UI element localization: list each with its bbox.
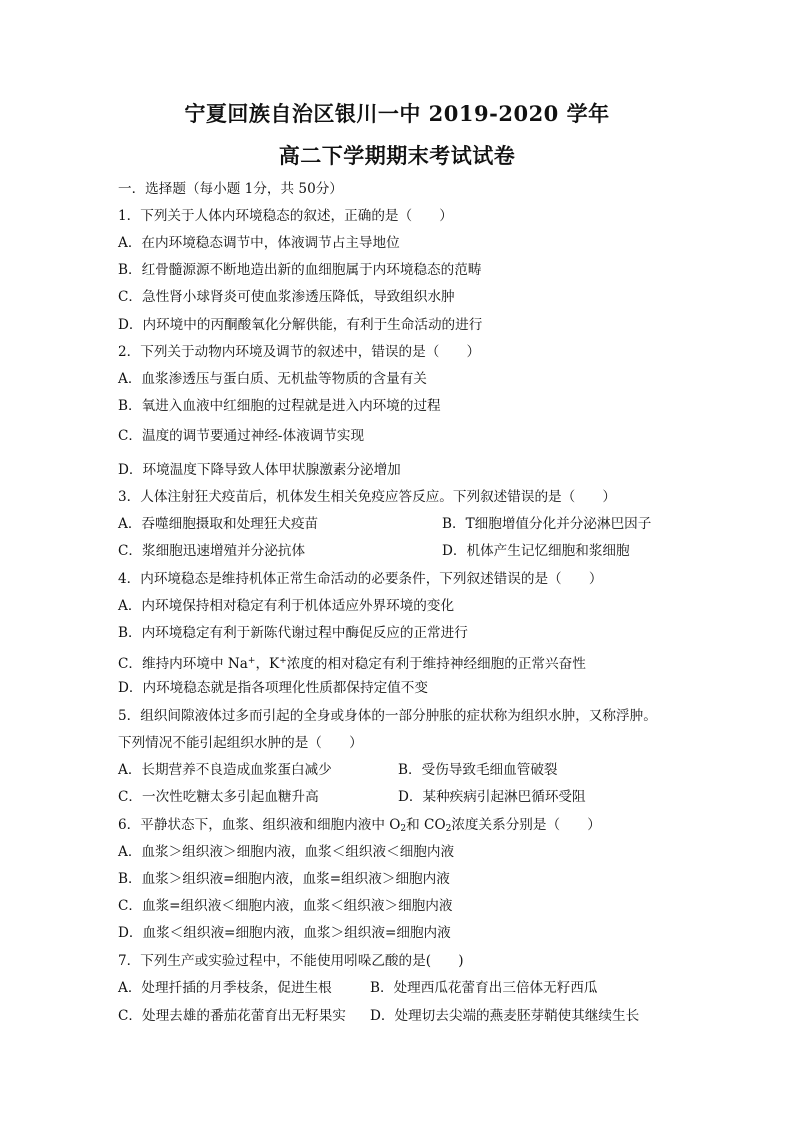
question-5-stem-cont: 下列情况不能引起组织水肿的是（ ）	[118, 735, 363, 751]
question-2-option-b: B．氧进入血液中红细胞的过程就是进入内环境的过程	[118, 398, 441, 414]
question-4-option-b: B．内环境稳定有利于新陈代谢过程中酶促反应的正常进行	[118, 625, 468, 641]
question-5-option-b: B．受伤导致毛细血管破裂	[398, 762, 558, 778]
q4c-text-post: 浓度的相对稳定有利于维持神经细胞的正常兴奋性	[286, 656, 586, 672]
question-4-option-d: D．内环境稳态就是指各项理化性质都保持定值不变	[118, 680, 428, 696]
q6-sub-2: 2	[445, 824, 452, 834]
question-2-option-a: A．血浆渗透压与蛋白质、无机盐等物质的含量有关	[118, 371, 427, 387]
question-1-option-d: D．内环境中的丙酮酸氧化分解供能，有利于生命活动的进行	[118, 317, 483, 333]
question-4-stem: 4．内环境稳态是维持机体正常生命活动的必要条件，下列叙述错误的是（ ）	[118, 571, 603, 587]
question-7-option-b: B．处理西瓜花蕾育出三倍体无籽西瓜	[370, 980, 598, 996]
question-7-option-d: D．处理切去尖端的燕麦胚芽鞘使其继续生长	[370, 1008, 640, 1024]
q6-text-post: 浓度关系分别是（ ）	[451, 817, 601, 833]
question-6-option-c: C．血浆=组织液＜细胞内液，血浆＜组织液＞细胞内液	[118, 898, 453, 914]
exam-title: 宁夏回族自治区银川一中 2019-2020 学年	[184, 101, 610, 126]
question-7-option-c: C．处理去雄的番茄花蕾育出无籽果实	[118, 1008, 346, 1024]
question-5-stem: 5．组织间隙液体过多而引起的全身或身体的一部分肿胀的症状称为组织水肿，又称浮肿。	[118, 708, 657, 724]
question-1-stem: 1．下列关于人体内环境稳态的叙述，正确的是（ ）	[118, 208, 453, 224]
question-4-option-c	[118, 651, 586, 671]
q4c-text-pre: C．维持内环境中 Na	[118, 656, 248, 672]
question-6-stem	[118, 815, 601, 835]
question-6-option-a: A．血浆＞组织液＞细胞内液，血浆＜组织液＜细胞内液	[118, 844, 455, 860]
question-3-option-c: C．浆细胞迅速增殖并分泌抗体	[118, 543, 306, 559]
question-4-option-a: A．内环境保持相对稳定有利于机体适应外界环境的变化	[118, 598, 455, 614]
question-6-option-d: D．血浆＜组织液=细胞内液，血浆＞组织液=细胞内液	[118, 925, 451, 941]
question-7-stem: 7．下列生产或实验过程中，不能使用吲哚乙酸的是( )	[118, 953, 464, 969]
q6-sub-1: 2	[400, 824, 407, 834]
question-5-option-d: D．某种疾病引起淋巴循环受阻	[398, 789, 586, 805]
question-5-option-c: C．一次性吃糖太多引起血糖升高	[118, 789, 319, 805]
q4c-sup-2: +	[279, 656, 287, 666]
question-7-option-a: A．处理扦插的月季枝条，促进生根	[118, 980, 332, 996]
question-3-option-a: A．吞噬细胞摄取和处理狂犬疫苗	[118, 516, 319, 532]
question-3-option-d: D．机体产生记忆细胞和浆细胞	[442, 543, 630, 559]
question-1-option-c: C．急性肾小球肾炎可使血浆渗透压降低，导致组织水肿	[118, 289, 455, 305]
question-5-option-a: A．长期营养不良造成血浆蛋白减少	[118, 762, 332, 778]
exam-subtitle: 高二下学期期末考试试卷	[278, 143, 516, 168]
question-3-stem: 3．人体注射狂犬疫苗后，机体发生相关免疫应答反应。下列叙述错误的是（ ）	[118, 489, 617, 505]
q6-text-mid: 和 CO	[406, 817, 446, 833]
question-6-option-b: B．血浆＞组织液=细胞内液，血浆=组织液＞细胞内液	[118, 871, 450, 887]
question-2-option-c: C．温度的调节要通过神经-体液调节实现	[118, 428, 365, 444]
question-1-option-b: B．红骨髓源源不断地造出新的血细胞属于内环境稳态的范畴	[118, 262, 482, 278]
question-3-option-b: B．T细胞增值分化并分泌淋巴因子	[442, 516, 652, 532]
question-2-stem: 2．下列关于动物内环境及调节的叙述中，错误的是（ ）	[118, 344, 481, 360]
question-1-option-a: A．在内环境稳态调节中，体液调节占主导地位	[118, 235, 400, 251]
q4c-text-mid: ，K	[255, 656, 280, 672]
question-2-option-d: D．环境温度下降导致人体甲状腺激素分泌增加	[118, 462, 401, 478]
section-heading: 一．选择题（每小题 1分，共 50分）	[118, 181, 343, 197]
q6-text-pre: 6．平静状态下，血浆、组织液和细胞内液中 O	[118, 817, 401, 833]
q4c-sup-1: +	[247, 656, 256, 666]
